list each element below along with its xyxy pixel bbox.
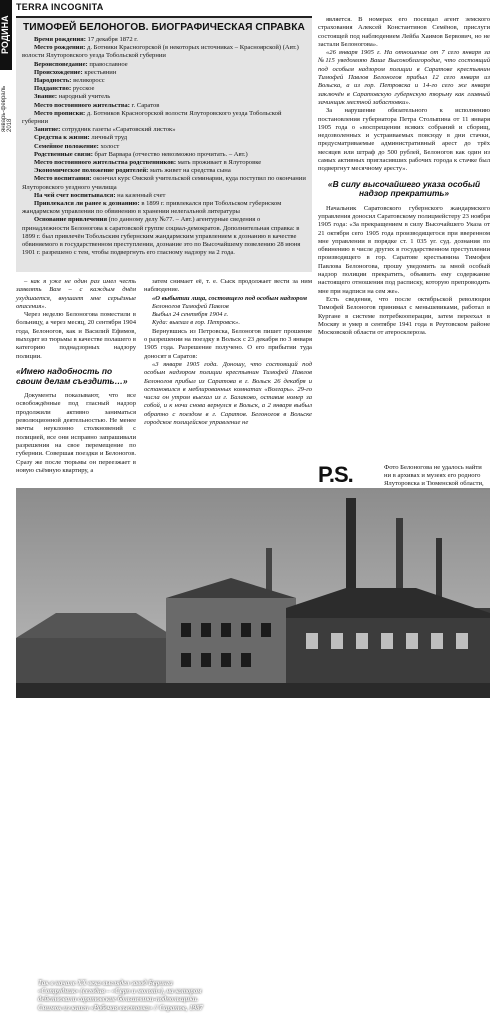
bio-line-label: Место постоянного жительства: (34, 101, 130, 109)
column-b (144, 278, 312, 427)
bio-line (22, 175, 306, 191)
factory-photo (16, 488, 490, 1012)
col-b-paragraph-2: Вернувшись из Петровска, Белоногов пишет прошение о разрешении на поездку в Вольск с 23 декабря по 3 января 1905 года. Разрешение получено. О его прибытии туда доносят в Саратов: (144, 327, 312, 360)
right-column-top (318, 16, 490, 337)
pull-quote-right: «В силу высочайшего указа особый надзор прекратить» (327, 178, 481, 199)
col-b-line-1: Белоногов Тимофей Павлов (152, 302, 229, 310)
bio-line-value: окончил курс Омской учительской семинарии, куда поступил по окончании Ялуторовского уездного училища (22, 175, 306, 191)
bio-lines (22, 36, 306, 257)
bio-line-label: На чей счет воспитывался: (34, 191, 116, 199)
bio-line (22, 151, 306, 159)
bio-line (22, 192, 306, 200)
bio-line-label: Родственные связи: (34, 150, 93, 158)
right-paragraph-5: Есть сведения, что после октябрьской революции Тимофей Белоногов принимал с меньшевиками, работал в Кургане в системе потребкооперации, затем переехал в Москву и умер в сентябре 1941 года в Реутовском районе Московской области от атеросклероза. (318, 295, 490, 337)
bio-line-label: Подданство: (34, 85, 72, 93)
bio-line (22, 167, 306, 175)
bio-line-label: Основание привлечения (34, 216, 108, 224)
bio-line-value: личный труд (89, 134, 128, 142)
bio-line-label: Место постоянного жительства родственников: (34, 159, 177, 167)
bio-line (22, 216, 306, 257)
pull-quote-left: «Имею надобность по своим делам съездить…» (16, 365, 128, 386)
bio-line-label: Место воспитания: (34, 175, 92, 183)
col-b-line-3: Куда: выехал в гор. Петровск». (152, 319, 240, 327)
bio-line (22, 36, 306, 44)
bio-line-value: г. Саратов (129, 101, 160, 109)
column-a (16, 278, 136, 475)
ps-text: Фото Белоногова не удалось найти ни в архивах и музеях его родного Ялуторовска и Тюменской области, (384, 464, 484, 488)
bio-line-value: русское (71, 85, 95, 93)
bio-line (22, 143, 306, 151)
bio-line-value: холост (98, 142, 120, 150)
side-strip (0, 0, 12, 702)
col-b-head: «О выбытии лица, состоящего под особым надзором (152, 294, 308, 302)
bio-line-value: д. Ботники Красногорской (в некоторых источниках – Красноярской) (Авт.) волости Ялуторовского уезда Тобольской губернии (22, 44, 299, 60)
bio-line-value: на казенный счет (115, 191, 166, 199)
bio-line-label: Привлекался ли ранее к дознанию: (34, 200, 140, 208)
bio-line-label: Занятие: (34, 126, 61, 134)
bio-line (22, 69, 306, 77)
bio-line-value: великоросс (71, 77, 105, 85)
col-a-paragraph-1: – как я уже не один раз имел честь заявлять Вам – с каждым днём ухудшается, внушает мне серьёзные опасения». (16, 278, 136, 310)
bio-line (22, 85, 306, 93)
bio-line (22, 159, 306, 167)
bio-line-label: Место прописки: (34, 109, 86, 117)
col-b-paragraph-1: затем снимает её, т. е. Сыск продолжает вести за ним наблюдение. (144, 278, 312, 294)
photo-caption: Так в начале XX века выглядел завод Беринга «Сотрудник» (сегодня – «Серп и молот»), на котором действовали саратовские большевики-подпольщики. Снимок из книги «Рабочая выставка» // Саратов, 1987 (38, 980, 203, 1012)
bio-line-label: Экономическое положение родителей: (34, 167, 149, 175)
ps-mark: P.S. (318, 462, 353, 487)
right-paragraph-2: «26 января 1905 г. На отношение от 7 сего января за №115 уведомляю Ваше Высокоблагородие, что состоящий под особым надзором полиции в Саратове крестьянин Тимофей Павлов Белоногов прибыл 12 сего января из Вольска, а из гор. Петровска и 14-го сего же января заключён в Саратовскую губернскую тюрьму как главный зачинщик местной забастовки». (318, 49, 490, 106)
bio-line-label: Средства к жизни: (34, 134, 90, 142)
bio-line (22, 61, 306, 69)
magazine-logo: РОДИНА (0, 0, 12, 70)
bio-line-label: Семейное положение: (34, 142, 99, 150)
bio-line (22, 44, 306, 60)
col-b-paragraph-3: «3 января 1905 года. Доношу, что состоящий под особым надзором полиции крестьянин Тимофей Павлов Белоногов прибыл из Саратова в г. Вольск 26 декабря и остановился в меблированных комнатах «Волгарь». 29-го числа он утром выехал из г. Балаково, оставив номер за собой, и к ночи снова вернулся в Вольск, а 2 января выбыл обратно с поездом в г. Саратов. Белоногов в Вольске городское полицейское управление не (144, 360, 312, 427)
bio-line-value: сотрудник газеты «Саратовский листок» (60, 126, 176, 134)
bio-line-value: крестьянин (82, 68, 117, 76)
bio-line-label: Место рождения: (34, 44, 86, 52)
bio-line (22, 200, 306, 216)
right-paragraph-4: Начальник Саратовского губернского жандармского управления доносил Саратовскому полицмейстеру 23 ноября 1905 года: «За прекращением в силу Высочайшего Указа от 21 октября сего 1905 года производящегося при вверенном мне управлении в порядке ст. 1 035 уг. суд. дознания по обвинению в числе других в государственном преступлении производящего в гор. Саратове крестьянина Тимофея Павлова Белоногова, прошу уведомить за мной особый надзор полиции прекратить, объявить ему содержание настоящего отношения под расписку, которую препроводить мне при надписи на сем же». (318, 204, 490, 295)
bio-line-label: Время рождения: (34, 36, 86, 43)
bio-line-value: народный учитель (57, 93, 111, 101)
col-a-paragraph-3: Документы показывают, что все освобождённые под гласный надзор продолжили активно заниматься революционной деятельностью. Не менее мечты неуклонно столкновений с полицией, все они исправно запрашивали разрешения на свое перемещение по губернии. Совершая поездки и Белоногов. Сразу же после тюрьмы он переезжает в новую съёмную квартиру, а (16, 392, 136, 474)
bio-line (22, 126, 306, 134)
factory-photo-drawing (16, 488, 490, 698)
right-paragraph-3: За нарушение обязательного к исполнению постановления губернатора Петра Столыпина от 11 января 1905 года о «воспрещении всяких собраний и сборищ, недозволенных и устраиваемых повсюду в дни стачки, предусматриваемые административный арест до трёх месяцев или штраф до 500 рублей, Белоногов как один из самых активных пригласивших рабочих города к стачке был подвергнут месячному аресту». (318, 107, 490, 173)
bio-line-value: православное (87, 60, 128, 68)
bio-line-value: д. Ботников Красногорской волости Ялуторовского уезда Тобольской губернии (22, 109, 282, 126)
bio-title: ТИМОФЕЙ БЕЛОНОГОВ. БИОГРАФИЧЕСКАЯ СПРАВКА (22, 22, 306, 33)
bio-line-value: 17 декабря 1872 г. (85, 36, 138, 43)
bio-line (22, 77, 306, 85)
col-b-line-2: Выбыл 24 сентября 1904 г. (152, 311, 229, 319)
col-a-paragraph-2: Через неделю Белоногова поместили в больницу, а через месяц, 20 сентября 1904 года, Белоногов, как и Василий Ефимов, выходит из тюрьмы в качестве полашего в категорию поднадзорных надзору полиции. (16, 311, 136, 360)
bio-line-value: брат Варвара (отчество невозможно прочитать. – Авт.) (92, 150, 248, 158)
bio-line-label: Происхождение: (34, 68, 83, 76)
bio-line-value: мать проживает в Ялуторовке (176, 159, 262, 167)
bio-line-label: Вероисповедание: (34, 60, 88, 68)
bio-line-label: Звание: (34, 93, 58, 101)
bio-line-value: (по данному делу №77. – Авт.) агентурные сведения о принадлежности Белоногова к саратовской группе социал-демократов. Дополнительная справка: в 1899 г. был привлечён Тобольским губернским жандармским управлением к дознанию в качестве обвиняемого в государственном преступлении, дознание это по Высочайшему повелению 28 июня 1901 г. разрешено с тем, чтобы подвергнуть его гласному надзору на 2 года. (22, 216, 301, 257)
right-paragraph-1: является. В номерах его посещал агент земского страхования Алексей Константинов Семёнов, прислуги состоящей под наблюдением Лейба Хаимов Бервович, но не застали Белоногова». (318, 16, 490, 48)
bio-box (16, 16, 312, 272)
issue-date: январь-февраль 2018 (1, 85, 13, 132)
bio-line-value: в 1899 г. привлекался при Тобольском губернском жандармском управлении по обвинению в хранении нелегальной литературы (22, 200, 282, 216)
bio-line (22, 110, 306, 126)
bio-line (22, 134, 306, 142)
bio-line-value: мать живет на средства сына (148, 167, 231, 175)
section-label: TERRA INCOGNITA (16, 2, 104, 12)
bio-line (22, 102, 306, 110)
bio-line (22, 93, 306, 101)
bio-line-label: Народность: (34, 77, 72, 85)
